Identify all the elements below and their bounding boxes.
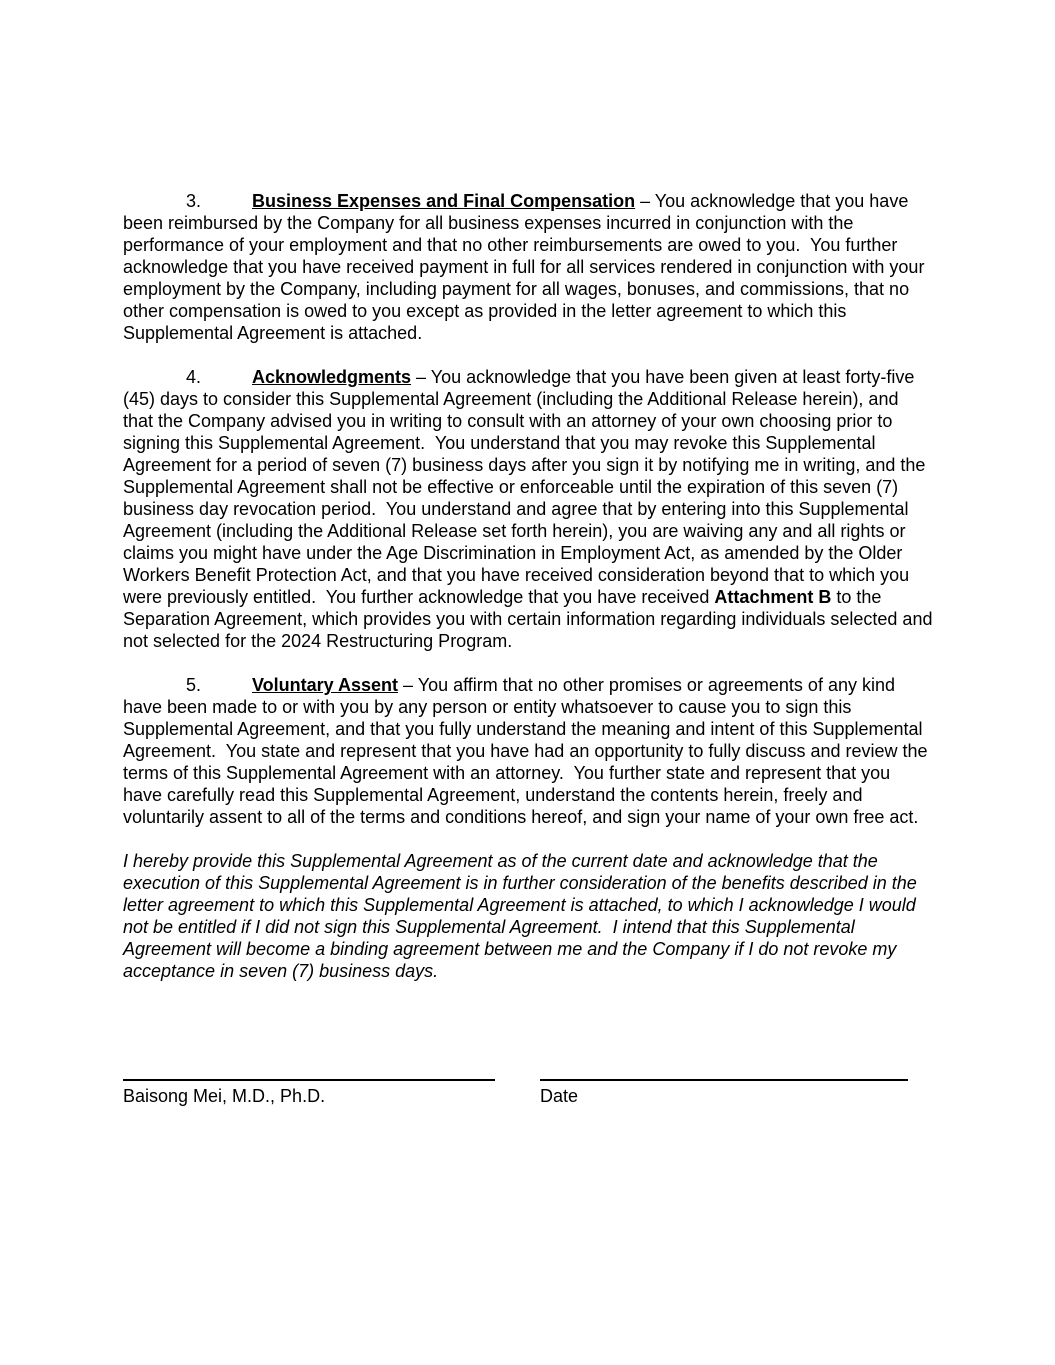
body-text: You affirm that no other promises or agreements of any kind have been made to or with you by any person or entity whatsoever to cause you to sign this Supplemental Agreement, and that you fully understand the meaning and intent of this Supplemental Agreement. You state and represent that you have had an opportunity to fully discuss and review the terms of this Supplemental Agreement with an attorney. You further state and represent that you have carefully read this Supplemental Agreement, understand the contents herein, freely and voluntarily assent to all of the terms and conditions hereof, and sign your name of your own free act. (123, 675, 933, 827)
bold-text: Attachment B (714, 587, 832, 607)
date-label: Date (540, 1086, 579, 1106)
section-heading: Voluntary Assent (252, 675, 399, 695)
signature-field-name (123, 1079, 495, 1107)
closing-statement (123, 850, 933, 982)
body-text: to the Separation Agreement, which provides you with certain information regarding individuals selected and not selected for the 2024 Restructuring Program. (123, 587, 938, 651)
paragraph-3: 3. Business Expenses and Final Compensation – You acknowledge that you have been reimbursed by the Company for all business expenses incurred in conjunction with the performance of your employment and that no other reimbursements are owed to you. You further acknowledge that you have received payment in full for all services rendered in conjunction with your employment by the Company, including payment for all wages, bonuses, and commissions, that no other compensation is owed to you except as provided in the letter agreement to which this Supplemental Agreement is attached. (123, 191, 930, 343)
paragraph-5: 5. Voluntary Assent – You affirm that no other promises or agreements of any kind have been made to or with you by any person or entity whatsoever to cause you to sign this Supplemental Agreement, and that you fully understand the meaning and intent of this Supplemental Agreement. You state and represent that you have had an opportunity to fully discuss and review the terms of this Supplemental Agreement with an attorney. You further state and represent that you have carefully read this Supplemental Agreement, understand the contents herein, freely and voluntarily assent to all of the terms and conditions hereof, and sign your name of your own free act. (123, 675, 933, 827)
signature-line (123, 1079, 495, 1081)
paragraph-4: 4. Acknowledgments – You acknowledge that you have been given at least forty-five (45) days to consider this Supplemental Agreement (including the Additional Release herein), and that the Company advised you in writing to consult with an attorney of your own choosing prior to signing this Supplemental Agreement. You understand that you may revoke this Supplemental Agreement for a period of seven (7) business days after you sign it by notifying me in writing, and the Supplemental Agreement shall not be effective or enforceable until the expiration of this seven (7) business day revocation period. You understand and agree that by entering into this Supplemental Agreement (including the Additional Release set forth herein), you are waiving any and all rights or claims you might have under the Age Discrimination in Employment Act, as amended by the Older Workers Benefit Protection Act, and that you have received consideration beyond that to which you were previously entitled. You further acknowledge that you have received Attachment B to the Separation Agreement, which provides you with certain information regarding individuals selected and not selected for the 2024 Restructuring Program. (123, 367, 938, 651)
section-heading: Business Expenses and Final Compensation (252, 191, 636, 211)
section-number: 3. (186, 191, 202, 211)
signatory-name: Baisong Mei, M.D., Ph.D. (123, 1086, 326, 1106)
body-text: I hereby provide this Supplemental Agreement as of the current date and acknowledge that the execution of this Supplemental Agreement is in further consideration of the benefits described in the letter agreement to which this Supplemental Agreement is attached, to which I acknowledge I would not be entitled if I did not sign this Supplemental Agreement. I intend that this Supplemental Agreement will become a binding agreement between me and the Company if I do not revoke my acceptance in seven (7) business days. (123, 851, 922, 981)
signature-field-date (540, 1079, 908, 1107)
date-line (540, 1079, 908, 1081)
document-body (123, 190, 938, 1004)
section-heading: Acknowledgments (252, 367, 412, 387)
body-text: You acknowledge that you have been reimbursed by the Company for all business expenses incurred in conjunction with the performance of your employment and that no other reimbursements are owed to you. You further acknowledge that you have received payment in full for all services rendered in conjunction with your employment by the Company, including payment for all wages, bonuses, and commissions, that no other compensation is owed to you except as provided in the letter agreement to which this Supplemental Agreement is attached. (123, 191, 930, 343)
section-number: 5. (186, 675, 202, 695)
signature-block (123, 1079, 933, 1107)
section-number: 4. (186, 367, 202, 387)
body-text: You acknowledge that you have been given at least forty-five (45) days to consider this Supplemental Agreement (including the Additional Release herein), and that the Company advised you in writing to consult with an attorney of your own choosing prior to signing this Supplemental Agreement. You understand that you may revoke this Supplemental Agreement for a period of seven (7) business days after you sign it by notifying me in writing, and the Supplemental Agreement shall not be effective or enforceable until the expiration of this seven (7) business day revocation period. You understand and agree that by entering into this Supplemental Agreement (including the Additional Release set forth herein), you are waiving any and all rights or claims you might have under the Age Discrimination in Employment Act, as amended by the Older Workers Benefit Protection Act, and that you have received consideration beyond that to which you were previously entitled. You further acknowledge that you have received (123, 367, 931, 607)
